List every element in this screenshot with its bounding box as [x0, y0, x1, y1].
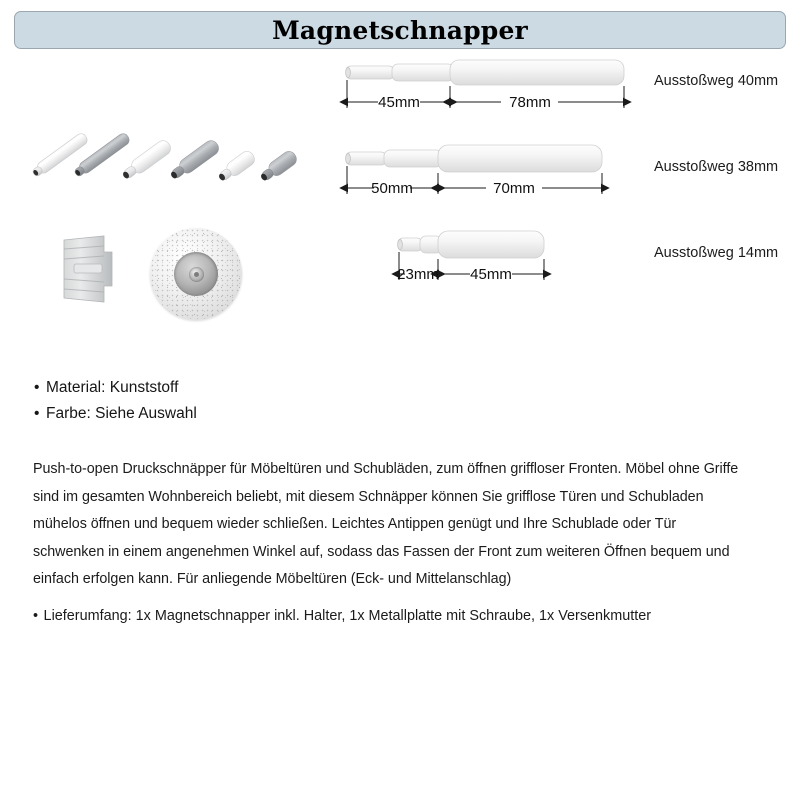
- versenkmutter-dowel-icon: [60, 232, 122, 306]
- delivery-scope: [33, 604, 763, 628]
- spec-item-color: [34, 401, 534, 427]
- screw-head-icon: [189, 267, 204, 282]
- drawing-40mm-figure: [334, 56, 654, 118]
- cylinder-medium-white: [120, 138, 174, 183]
- cylinders-illustration: [22, 96, 322, 196]
- drawing-label-38mm: Ausstoßweg 38mm: [654, 159, 779, 175]
- spec-item-material: [34, 375, 534, 401]
- drawing-label-14mm: Ausstoßweg 14mm: [654, 245, 779, 261]
- bullet-icon: •: [34, 379, 40, 396]
- cylinder-short-white: [216, 149, 258, 185]
- page-header-banner: [14, 11, 786, 49]
- spec-list: [34, 375, 534, 427]
- metal-plate-with-screw: [150, 228, 242, 320]
- bullet-icon: •: [33, 607, 39, 624]
- product-photo-accessories: [60, 228, 250, 320]
- dim-segment-b-38: 70mm: [493, 180, 535, 197]
- spec-item-color-text: Farbe: Siehe Auswahl: [46, 405, 197, 422]
- bullet-icon: •: [34, 405, 40, 422]
- dim-segment-a-14: 23mm: [397, 266, 439, 283]
- technical-drawings: [334, 56, 800, 316]
- spec-item-material-text: Material: Kunststoff: [46, 379, 179, 396]
- delivery-scope-text: Lieferumfang: 1x Magnetschnapper inkl. Halter, 1x Metallplatte mit Schraube, 1x Versenkmutter: [43, 607, 652, 624]
- drawing-38mm-figure: [334, 142, 654, 204]
- dim-segment-b-14: 45mm: [470, 266, 512, 283]
- drawing-label-40mm: Ausstoßweg 40mm: [654, 73, 779, 89]
- cylinder-short-grey: [258, 149, 300, 185]
- drawing-14mm-figure: [334, 228, 654, 290]
- drawing-row-40mm: [334, 56, 800, 123]
- product-description: Push-to-open Druckschnäpper für Möbeltüren und Schubläden, zum öffnen griffloser Fronten. Möbel ohne Griffe sind im gesamten Wohnbereich beliebt, mit diesem Schnäpper können Sie grifflose Türen und Schubladen mühelos öffnen und bequem wieder schließen. Leichtes Antippen genügt und Ihre Schublade oder Tür schwenken in einem angenehmen Winkel auf, sodass das Fassen der Front zum weiteren Öffnen bequem und einfach erfolgen kann. Für anliegende Möbeltüren (Eck- und Mittelanschlag): [33, 460, 739, 587]
- drawing-row-14mm: [334, 228, 800, 295]
- dim-segment-a-38: 50mm: [371, 180, 413, 197]
- dim-segment-b-40: 78mm: [509, 94, 551, 111]
- cylinder-medium-grey: [168, 138, 222, 183]
- page-title: Magnetschnapper: [272, 15, 528, 45]
- drawing-row-38mm: [334, 142, 800, 209]
- product-photo-cylinders: [22, 96, 322, 196]
- dim-segment-a-40: 45mm: [378, 94, 420, 111]
